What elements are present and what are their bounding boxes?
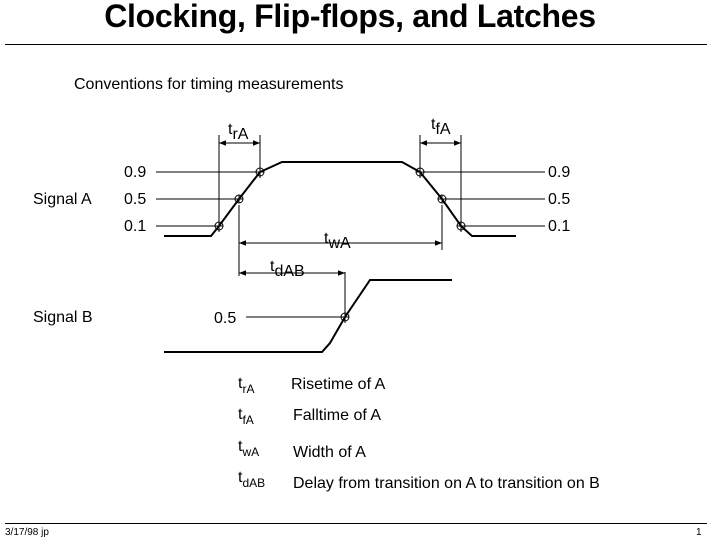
legend-width-symbol: $t_{wA}$ bbox=[238, 438, 260, 459]
width-label: twA bbox=[324, 230, 351, 252]
signal-b-waveform bbox=[164, 280, 452, 352]
legend-fall-desc: Falltime of A bbox=[293, 407, 382, 424]
signal-b-label: Signal B bbox=[33, 309, 93, 326]
legend-delay-desc: Delay from transition on A to transition on B bbox=[293, 475, 600, 492]
level-label-left-0.9: 0.9 bbox=[124, 164, 147, 181]
footer-page-number: 1 bbox=[696, 527, 702, 538]
rise-time-label: trA bbox=[228, 121, 249, 143]
legend-rise-desc: Risetime of A bbox=[291, 376, 386, 393]
delay-label: tdAB bbox=[270, 258, 305, 280]
legend-delay-symbol: $t_{dAB}$ bbox=[238, 469, 266, 490]
level-label-right-0.9: 0.9 bbox=[548, 164, 571, 181]
level-label-b-0.5: 0.5 bbox=[214, 310, 237, 327]
legend-fall-symbol: $t_{fA}$ bbox=[238, 406, 254, 427]
legend-width-desc: Width of A bbox=[293, 444, 366, 461]
level-label-right-0.1: 0.1 bbox=[548, 218, 571, 235]
fall-time-label: tfA bbox=[431, 116, 451, 138]
page-title: Clocking, Flip-flops, and Latches bbox=[104, 0, 596, 34]
level-label-left-0.1: 0.1 bbox=[124, 218, 147, 235]
signal-a-label: Signal A bbox=[33, 191, 92, 208]
level-label-right-0.5: 0.5 bbox=[548, 191, 571, 208]
legend bbox=[238, 375, 600, 492]
footer-rule bbox=[5, 523, 707, 524]
footer-date: 3/17/98 jp bbox=[5, 527, 49, 538]
legend-rise-symbol: $t_{rA}$ bbox=[238, 375, 255, 396]
subtitle: Conventions for timing measurements bbox=[74, 76, 344, 93]
level-label-left-0.5: 0.5 bbox=[124, 191, 147, 208]
